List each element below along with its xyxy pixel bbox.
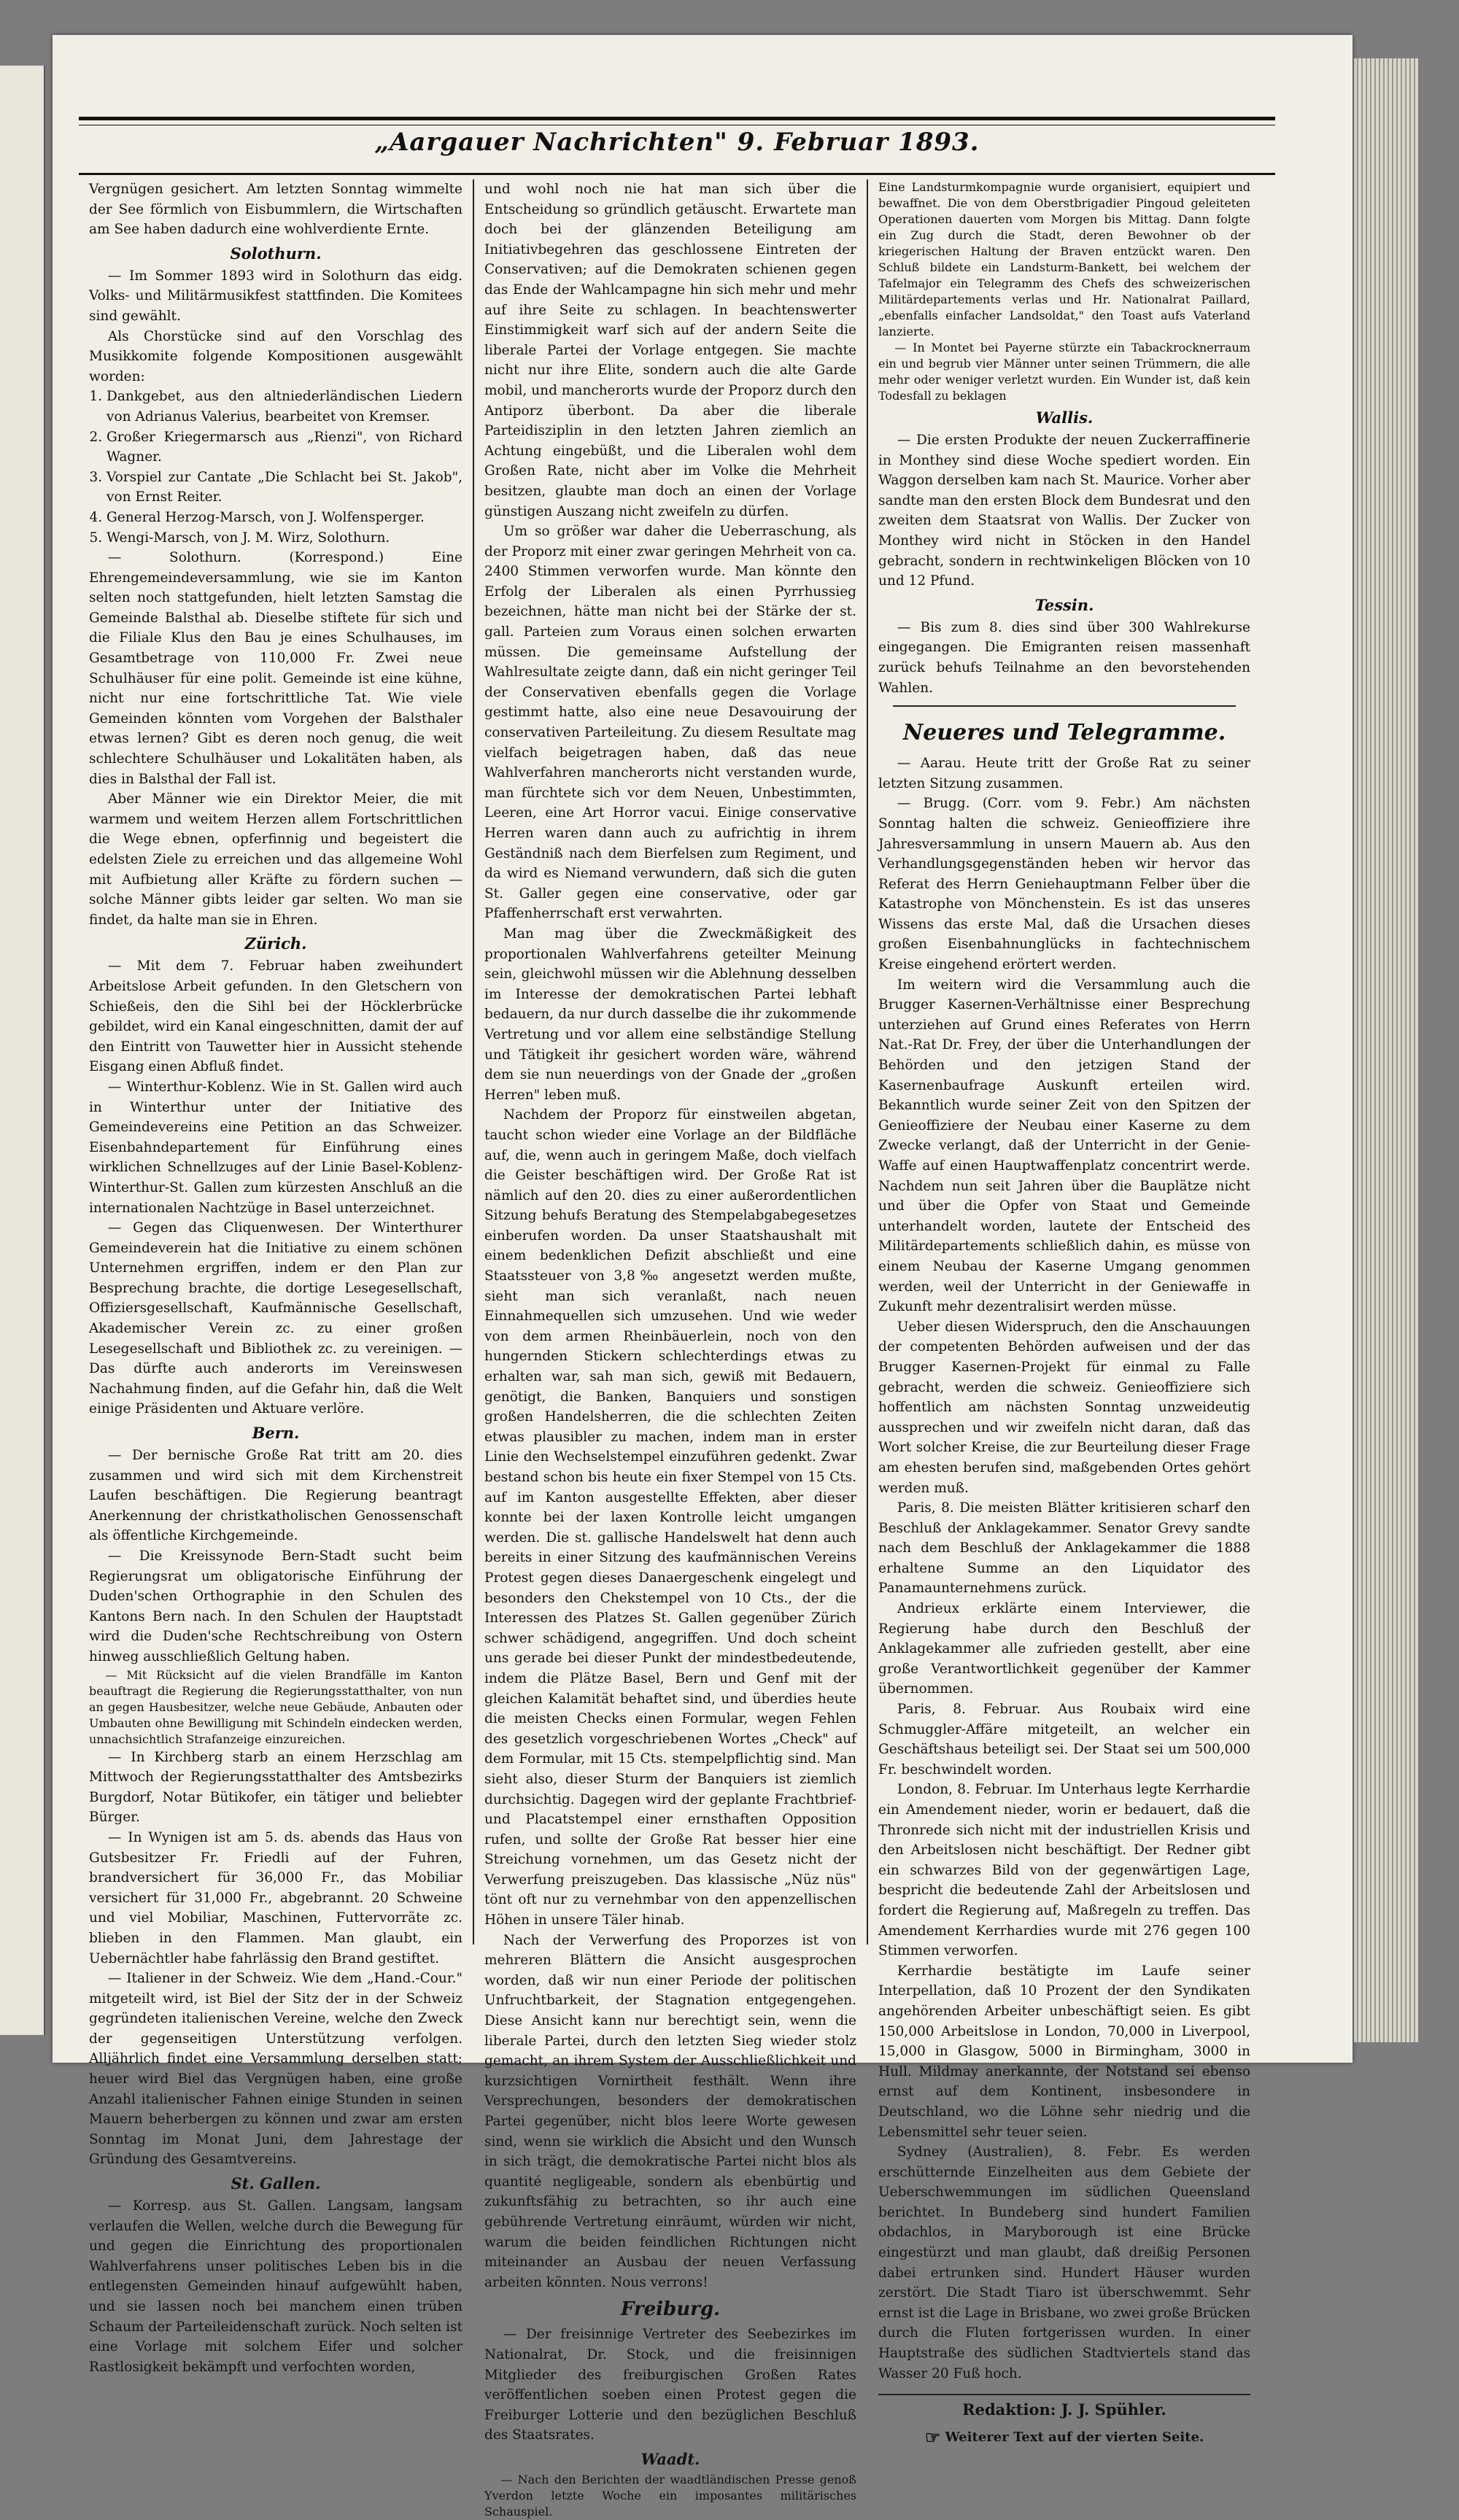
paragraph: — Der bernische Große Rat tritt am 20. dies zusammen und wird sich mit dem Kirchenstreit Laufen beschäftigen. Die Regierung beantragt Anerkennung der christkatholischen Genossenschaft als öffentliche Kirchgemeinde. <box>89 1448 463 1544</box>
paragraph: Man mag über die Zweckmäßigkeit des proportionalen Wahlverfahrens geteilter Meinung sein, gleichwohl müssen wir die Ablehnung desselben im Interesse der demokratischen Partei lebhaft bedauern, da nur durch dasselbe die ihr zukommende Vertretung und vor allem eine selbständige Stellung und Tätigkeit ihr gesichert worden wäre, während dem sie nun neuerdings von der Gnade der „großen Herren" leben muß. <box>484 926 856 1103</box>
section-heading-tessin: Tessin. <box>1034 595 1094 614</box>
adjacent-page-edge <box>0 66 45 2035</box>
paragraph: — In Kirchberg starb an einem Herzschlag am Mittwoch der Regierungsstatthalter des Amtsbezirks Burgdorf, Notar Bütikofer, ein tätiger und beliebter Bürger. <box>89 1749 463 1826</box>
paragraph: Ueber diesen Widerspruch, den die Anschauungen der competenten Behörden aufweisen und der das Brugger Kasernen-Projekt für einmal zu Falle gebracht, werden die schweiz. Genieoffiziere sich hoffentlich am nächsten Sonntag unzweideutig aussprechen und wir zweifeln nicht daran, daß das Wort solcher Kreise, die zur Beurteilung dieser Frage am ehesten berufen sind, maßgebenden Ortes gehört werden muß. <box>878 1319 1250 1496</box>
list-item: 4. General Herzog-Marsch, von J. Wolfensperger. <box>107 508 463 528</box>
paragraph: — Winterthur-Koblenz. Wie in St. Gallen wird auch in Winterthur unter der Initiative des Gemeindevereins eine Petition an das Schweizer. Eisenbahndepartement für Einführung eines wirklichen Schnellzuges auf der Linie Basel-Koblenz-Winterthur-St. Gallen zum kürzesten Anschluß an die internationalen Nachtzüge in Basel unterzeichnet. <box>89 1079 463 1216</box>
paragraph: — Italiener in der Schweiz. Wie dem „Hand.-Cour." mitgeteilt wird, ist Biel der Sitz der in der Schweiz gegründeten italienischen Vereine, welche den Zweck der gegenseitigen Unterstützung verfolgen. Alljährlich findet eine Versammlung derselben statt; heuer wird Biel das Vergnügen haben, eine große Anzahl italienischer Fahnen einige Stunden in seinen Mauern beherbergen zu können und zwar am ersten Sonntag im Monat Juni, dem Jahrestage der Gründung des Gesamtvereins. <box>89 1971 463 2168</box>
section-divider <box>893 705 1236 707</box>
section-heading-st-gallen: St. Gallen. <box>231 2174 321 2193</box>
list-item: 3. Vorspiel zur Cantate „Die Schlacht bei St. Jakob", von Ernst Reiter. <box>107 468 463 508</box>
paragraph: — Nach den Berichten der waadtländischen Presse genoß Yverdon letzte Woche ein imposantes militärisches Schauspiel. <box>484 2472 856 2519</box>
column-1 <box>79 179 473 2375</box>
column-3 <box>867 179 1261 2449</box>
paragraph: Eine Landsturmkompagnie wurde organisiert, equipiert und bewaffnet. Die von dem Oberstbrigadier Pingoud geleiteten Operationen dauerten vom Morgen bis Mittag. Dann folgte ein Zug durch die Stadt, deren Bewohner ob der kriegerischen Haltung der Braven entzückt waren. Den Schluß bildete ein Landsturm-Bankett, bei welchem der Tafelmajor ein Telegramm des Chefs des schweizerischen Militärdepartements verlas und Hr. Nationalrat Paillard, „ebenfalls einfacher Landsoldat," den Toast aufs Vaterland lanzierte. <box>878 180 1250 338</box>
editor-imprint: Redaktion: J. J. Spühler. <box>878 2394 1250 2420</box>
book-page-edges <box>1354 58 1418 2042</box>
section-heading-freiburg: Freiburg. <box>620 2298 721 2321</box>
paragraph: — Mit Rücksicht auf die vielen Brandfälle im Kanton beauftragt die Regierung die Regierungsstatthalter, von nun an gegen Hausbesitzer, welche neue Gebäude, Anbauten oder Umbauten ohne Bewilligung mit Schindeln eindecken werden, unnachsichtlich Strafanzeige einzureichen. <box>89 1667 463 1746</box>
paragraph: — Korresp. aus St. Gallen. Langsam, langsam verlaufen die Wellen, welche durch die Bewegung für und gegen die Einrichtung des proportionalen Wahlverfahrens unser politisches Leben bis in die entlegensten Gemeinden hinauf aufgewühlt haben, und sie lassen noch bei manchem einen trüben Schaum der Parteileidenschaft zurück. Noch selten ist eine Vorlage mit solchem Eifer und solcher Rastlosigkeit bekämpft und verfochten worden, <box>89 2198 463 2375</box>
list-item: 5. Wengi-Marsch, von J. M. Wirz, Solothurn. <box>107 528 463 548</box>
pointing-hand-icon: ☞ <box>924 2427 941 2449</box>
paragraph: — Bis zum 8. dies sind über 300 Wahlrekurse eingegangen. Die Emigranten reisen massenhaft zurück behufs Teilnahme an den bevorstehenden Wahlen. <box>878 619 1250 696</box>
paragraph: — Brugg. (Corr. vom 9. Febr.) Am nächsten Sonntag halten die schweiz. Genieoffiziere ihre Jahresversammlung in unsern Mauern ab. Aus den Verhandlungsgegenständen heben wir hervor das Referat des Herrn Geniehauptmann Felber über die Katastrophe von Mönchenstein. Es ist das unseres Wissens das erste Mal, daß die Ursachen dieses großen Eisenbahnunglücks in fachtechnischem Kreise eingehend erörtert werden. <box>878 796 1250 973</box>
paragraph: London, 8. Februar. Im Unterhaus legte Kerrhardie ein Amendement nieder, worin er bedauert, daß die Thronrede sich nicht mit der industriellen Krisis und den Arbeitslosen nicht beschäftigt. Der Redner gibt ein schwarzes Bild von der gegenwärtigen Lage, bespricht die bedeutende Zahl der Arbeitslosen und fordert die Regierung auf, Maßregeln zu treffen. Das Amendement Kerrhardies wurde mit 276 gegen 100 Stimmen verworfen. <box>878 1782 1250 1959</box>
section-heading-neueres-und-telegramme: Neueres und Telegramme. <box>902 720 1226 746</box>
paragraph: — In Montet bei Payerne stürzte ein Tabackrocknerraum ein und begrub vier Männer unter seinen Trümmern, die alle mehr oder weniger verletzt wurden. Ein Wunder ist, daß kein Todesfall zu beklagen <box>878 341 1250 403</box>
paragraph: Vergnügen gesichert. Am letzten Sonntag wimmelte der See förmlich von Eisbummlern, die Wirtschaften am See haben dadurch eine wohlverdiente Ernte. <box>89 182 463 238</box>
paragraph: Paris, 8. Februar. Aus Roubaix wird eine Schmuggler-Affäre mitgeteilt, an welcher ein Geschäftshaus beteiligt sei. Der Staat sei um 500,000 Fr. beschwindelt worden. <box>878 1702 1250 1777</box>
column-2 <box>473 179 867 2519</box>
paragraph: Nach der Verwerfung des Proporzes ist von mehreren Blättern die Ansicht ausgesprochen worden, daß wir nun einer Periode der politischen Unfruchtbarkeit, der Stagnation entgegengehen. Diese Ansicht kann nur berechtigt sein, wenn die liberale Partei, durch den letzten Sieg wieder stolz gemacht, an ihrem System der Ausschließlichkeit und kurzsichtigen Vornirtheit festhält. Wenn ihre Versprechungen, besonders der demokratischen Partei gegenüber, nicht blos leere Worte gewesen sind, wenn sie wirklich die Absicht und den Wunsch in sich trägt, die demokratische Partei nicht blos als quantité negligeable, sondern als ebenbürtig und zukunftsfähig zu betrachten, so ihr auch eine gebührende Vertretung einräumt, würden wir nicht, warum die beiden feindlichen Richtungen nicht miteinander an Ausbau der neuen Verfassung arbeiten könnten. Nous verrons! <box>484 1932 856 2290</box>
section-heading-solothurn: Solothurn. <box>230 244 322 263</box>
paragraph: Kerrhardie bestätigte im Laufe seiner Interpellation, daß 10 Prozent der den Syndikaten angehörenden Arbeiter unbeschäftigt seien. Es gibt 150,000 Arbeitslose in London, 70,000 in Liverpool, 15,000 in Glasgow, 5000 in Birmingham, 3000 in Hull. Mildmay anerkannte, der Notstand sei ebenso ernst auf dem Kontinent, insbesondere in Deutschland, wo die Löhne sehr niedrig und die Lebensmittel sehr teuer seien. <box>878 1963 1250 2140</box>
section-heading-waadt: Waadt. <box>641 2449 700 2468</box>
page-header <box>79 117 1275 175</box>
paragraph: Sydney (Australien), 8. Febr. Es werden erschütternde Einzelheiten aus dem Gebiete der Ueberschwemmungen im südlichen Queensland berichtet. In Bundeberg sind hundert Familien obdachlos, in Maryborough ist eine Brücke eingestürzt und man glaubt, daß dreißig Personen dabei ertrunken sind. Hundert Häuser wurden zerstört. Die Stadt Tiaro ist überschwemmt. Sehr ernst ist die Lage in Brisbane, wo zwei große Brücken durch die Fluten fortgerissen wurden. In einer Hauptstraße des südlichen Stadtviertels stand das Wasser 20 Fuß hoch. <box>878 2144 1250 2381</box>
paragraph: — Mit dem 7. Februar haben zweihundert Arbeitslose Arbeit gefunden. In den Gletschern von Schießeis, den die Sihl bei der Höcklerbrücke gebildet, wird ein Kanal eingeschnitten, damit der auf den Eintritt von Tauwetter hier in Aussicht stehende Eisgang einen Abfluß findet. <box>89 958 463 1075</box>
paragraph: Paris, 8. Die meisten Blätter kritisieren scharf den Beschluß der Anklagekammer. Senator Grevy sandte nach dem Beschluß der Anklagekammer die 1888 erhaltene Summe an den Liquidator des Panamaunternehmens zurück. <box>878 1500 1250 1597</box>
section-heading-wallis: Wallis. <box>1035 408 1094 427</box>
text-columns <box>79 179 1275 2519</box>
paragraph: Andrieux erklärte einem Interviewer, die Regierung habe durch den Beschluß der Anklagekammer alle zufrieden gestellt, aber eine große Verantwortlichkeit gegenüber der Kammer übernommen. <box>878 1601 1250 1697</box>
paragraph: — Solothurn. (Korrespond.) Eine Ehrengemeindeversammlung, wie sie im Kanton selten noch stattgefunden, hielt letzten Samstag die Gemeinde Balsthal ab. Dieselbe stiftete für sich und die Filiale Klus den Bau je eines Schulhauses, im Gesamtbetrage von 110,000 Fr. Zwei neue Schulhäuser für eine polit. Gemeinde ist eine kühne, nicht nur eine fortschrittliche Tat. Wie viele Gemeinden könnten vom Vorgehen der Balsthaler etwas lernen? Gibt es deren noch genug, die weit schlechtere Schulhäuser und Lokalitäten haben, als dies in Balsthal der Fall ist. <box>89 550 463 787</box>
composition-list <box>89 387 463 548</box>
paragraph: Als Chorstücke sind auf den Vorschlag des Musikkomite folgende Kompositionen ausgewählt worden: <box>89 328 463 384</box>
paragraph: — In Wynigen ist am 5. ds. abends das Haus von Gutsbesitzer Fr. Friedli auf der Fuhren, brandversichert für 36,000 Fr., das Mobiliar versichert für 31,000 Fr., abgebrannt. 20 Schweine und viel Mobiliar, Maschinen, Futtervorräte zc. blieben in den Flammen. Man glaubt, ein Uebernächtler habe fahrlässig den Brand gestiftet. <box>89 1829 463 1966</box>
list-item: 1. Dankgebet, aus den altniederländischen Liedern von Adrianus Valerius, bearbeitet von Kremser. <box>107 387 463 427</box>
continuation-text: Weiterer Text auf der vierten Seite. <box>945 2429 1204 2445</box>
section-heading-bern: Bern. <box>252 1424 300 1443</box>
page-title: „Aargauer Nachrichten" 9. Februar 1893. <box>374 128 980 157</box>
paragraph: — Aarau. Heute tritt der Große Rat zu seiner letzten Sitzung zusammen. <box>878 756 1250 791</box>
section-heading-zuerich: Zürich. <box>244 934 307 953</box>
paragraph: — Gegen das Cliquenwesen. Der Winterthurer Gemeindeverein hat die Initiative zu einem schönen Unternehmen ergriffen, indem er den Plan zur Besprechung brachte, die dortige Lesegesellschaft, Offiziersgesellschaft, Kaufmännische Gesellschaft, Akademischer Verein zc. zu einer großen Lesegesellschaft und Bibliothek zc. zu vereinigen. — Das dürfte auch anderorts im Vereinswesen Nachahmung finden, auf die Gefahr hin, daß die Welt einige Präsidenten und Aktuare verlöre. <box>89 1220 463 1417</box>
continuation-note <box>878 2427 1250 2448</box>
list-item: 2. Großer Kriegermarsch aus „Rienzi", von Richard Wagner. <box>107 427 463 468</box>
paragraph: — Der freisinnige Vertreter des Seebezirkes im Nationalrat, Dr. Stock, und die freisinnigen Mitglieder des freiburgischen Großen Rates veröffentlichen soeben einen Protest gegen die Freiburger Lotterie und den bezüglichen Beschluß des Staatsrates. <box>484 2327 856 2443</box>
paragraph: — Die Kreissynode Bern-Stadt sucht beim Regierungsrat um obligatorische Einführung der Duden'schen Orthographie in den Schulen des Kantons Bern nach. In den Schulen der Hauptstadt wird die Duden'sche Rechtschreibung von Ostern hinweg ausschließlich Geltung haben. <box>89 1548 463 1664</box>
paragraph: und wohl noch nie hat man sich über die Entscheidung so gründlich getäuscht. Erwartete man doch bei der glänzenden Beteiligung am Initiativbegehren das geschlossene Eintreten der Conservativen; auf die Demokraten schienen gegen das Ende der Wahlcampagne hin sich mehr und mehr auf ihre Seite zu schlagen. In beachtenswerter Einstimmigkeit warf sich auf der andern Seite die liberale Partei der Vorlage entgegen. Sie machte nicht nur ihre Elite, sondern auch die alte Garde mobil, und mancherorts wurde der Proporz durch den Antiporz überbont. Da aber die liberale Parteidisziplin in den letzten Jahren ziemlich an Achtung eingebüßt, und die Liberalen wohl dem Großen Rate, nicht aber im Volke die Mehrheit besitzen, glaubte man doch an einen der Vorlage günstigen Auszang nicht zweifeln zu dürfen. <box>484 182 856 519</box>
paragraph: Nachdem der Proporz für einstweilen abgetan, taucht schon wieder eine Vorlage an der Bildfläche auf, die, wenn auch in geringem Maße, doch vielfach die Geister beschäftigen wird. Der Große Rat ist nämlich auf den 20. dies zu einer außerordentlichen Sitzung behufs Beratung des Stempelabgabegesetzes einberufen worden. Da unser Staatshaushalt mit einem bedenklichen Defizit abschließt und eine Staatssteuer von 3,8‰ angesetzt werden mußte, sieht man sich veranlaßt, nach neuen Einnahmequellen sich umzusehen. Und wie weder von dem armen Rheinbäuerlein, noch von den hungernden Stickern schlechterdings etwas zu erhalten war, sah man sich, gewiß mit Bedauern, genötigt, die Banken, Banquiers und sonstigen großen Handelsherren, die die schlechten Zeiten etwas plausibler zu machen, indem man in erster Linie den Wechselstempel einzuführen gedenkt. Zwar bestand schon bis heute ein fixer Stempel von 15 Cts. auf im Kanton ausgestellte Effekten, aber dieser konnte bei der laxen Kontrolle leicht umgangen werden. Die st. gallische Handelswelt hat denn auch bereits in einer Sitzung des kaufmännischen Vereins Protest gegen dieses Danaergeschenk eingelegt und besonders den Chekstempel von 10 Cts., der die Interessen des Platzes St. Gallen gegenüber Zürich schwer schädigend, angegriffen. Und doch scheint uns gerade bei dieser Punkt der mindestbedeutende, indem die Plätze Basel, Bern und Genf mit der gleichen Kalamität behaftet sind, und überdies heute die meisten Checks einen Formular, wegen Fehlen des gesetzlich vorgeschriebenen Wortes „Check" auf dem Formular, mit 15 Cts. stempelpflichtig sind. Man sieht also, dieser Sturm der Banquiers ist ziemlich durchsichtig. Dagegen wird der geplante Frachtbrief- und Placatstempel einer ernsthaften Opposition rufen, und sollte der Große Rat besser hier eine Streichung vornehmen, um das Gesetz nicht der Verwerfung preiszugeben. Das klassische „Nüz nüs" tönt oft nur zu vernehmbar von den appenzellischen Höhen in unsere Täler hinab. <box>484 1107 856 1928</box>
paragraph: Aber Männer wie ein Direktor Meier, die mit warmem und weitem Herzen allem Fortschrittlichen die Wege ebnen, opferfinnig und begeistert die edelsten Ziele zu erreichen und das allgemeine Wohl mit Aufbietung aller Kräfte zu fördern suchen — solche Männer gibts leider gar selten. Wo man sie findet, da halte man sie in Ehren. <box>89 791 463 928</box>
paragraph: — Die ersten Produkte der neuen Zuckerraffinerie in Monthey sind diese Woche spediert worden. Ein Waggon derselben kam nach St. Maurice. Vorher aber sandte man den ersten Block dem Bundesrat und den zweiten dem Staatsrat von Wallis. Der Zucker von Monthey wird nicht in Stöcken in den Handel gebracht, sondern in rechtwinkeligen Blöcken von 10 und 12 Pfund. <box>878 433 1250 589</box>
paragraph: Um so größer war daher die Ueberraschung, als der Proporz mit einer zwar geringen Mehrheit von ca. 2400 Stimmen verworfen wurde. Man könnte den Erfolg der Liberalen als einen Pyrrhussieg bezeichnen, hätte man nicht bei der Stärke der st. gall. Parteien zum Voraus einen solchen erwarten müssen. Die gemeinsame Aufstellung der Wahlresultate zeigte dann, daß ein nicht geringer Teil der Conservativen ebenfalls gegen die Vorlage gestimmt hatte, also eine neue Desavouirung der conservativen Parteileitung. Zu diesem Resultate mag vielfach beigetragen haben, daß das neue Wahlverfahren mancherorts nicht verstanden wurde, man fürchtete sich vor dem Neuen, Unbestimmten, Leeren, eine Art Horror vacui. Einige conservative Herren waren dann auch zu aufrichtig in ihrem Geständniß nach dem Bierfelsen zum Regiment, und da wird es Niemand verwundern, daß sich die guten St. Galler gegen eine conservative, oder gar Pfaffenherrschaft erst verwahrten. <box>484 524 856 922</box>
paragraph: — Im Sommer 1893 wird in Solothurn das eidg. Volks- und Militärmusikfest stattfinden. Die Komitees sind gewählt. <box>89 268 463 324</box>
paragraph: Im weitern wird die Versammlung auch die Brugger Kasernen-Verhältnisse einer Besprechung unterziehen auf Grund eines Referates von Herrn Nat.-Rat Dr. Frey, der über die Unterhandlungen der Behörden und den jetzigen Stand der Kasernenbaufrage Auskunft erteilen wird. Bekanntlich wurde seiner Zeit von den Spitzen der Genieoffiziere der Neubau einer Kaserne zu dem Zwecke verlangt, daß der Unterricht in der Genie-Waffe auf einen Hauptwaffenplatz concentrirt werde. Nachdem nun seit Jahren über die Bauplätze nicht und über die Opfer von Staat und Gemeinde unterhandelt worden, lautete der Entscheid des Militärdepartements schließlich dahin, es müsse von einem Neubau der Kaserne Umgang genommen werden, weil der Unterricht in der Geniewaffe in Zukunft mehr dezentralisirt werden müsse. <box>878 977 1250 1315</box>
